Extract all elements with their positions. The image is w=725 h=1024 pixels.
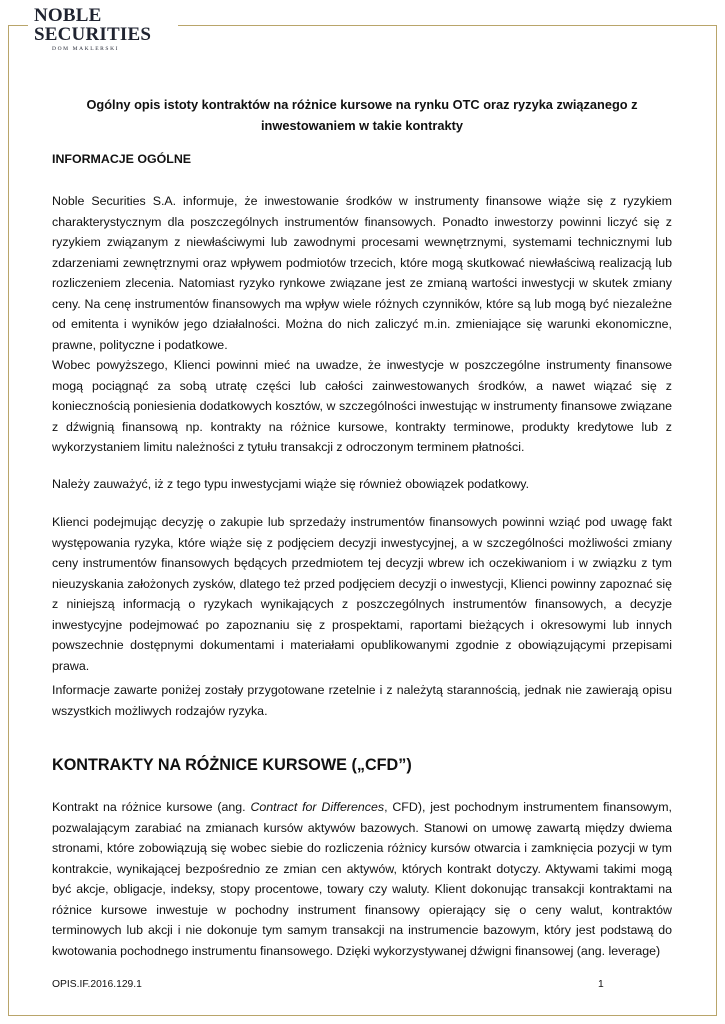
footer-page-number: 1	[598, 979, 604, 990]
section-heading-general-info: INFORMACJE OGÓLNE	[52, 152, 192, 166]
logo-line-3: DOM MAKLERSKI	[52, 46, 120, 52]
paragraph-6	[52, 797, 672, 961]
document-title: Ogólny opis istoty kontraktów na różnice kursowe na rynku OTC oraz ryzyka związanego z inwestowaniem w takie kontrakty	[86, 97, 638, 133]
noble-securities-logo	[28, 4, 178, 62]
logo-line-1: NOBLE	[34, 5, 102, 26]
paragraph-5: Informacje zawarte poniżej zostały przygotowane rzetelnie i z należytą starannością, jednak nie zawierają opisu wszystkich możliwych rodzajów ryzyka.	[52, 683, 672, 718]
section-heading-cfd: KONTRAKTY NA RÓŻNICE KURSOWE („CFD”)	[52, 756, 412, 774]
paragraph-1: Noble Securities S.A. informuje, że inwestowanie środków w instrumenty finansowe wiąże się z ryzykiem charakterystycznym dla poszczególnych instrumentów finansowych. Ponadto inwestorzy powinni liczyć się z ryzykiem związanym z niewłaściwymi lub zawodnymi procesami wewnętrznymi, systemami technicznymi lub zdarzeniami zewnętrznymi oraz wpływem podmiotów trzecich, które mogą skutkować niewłaściwą realizacją lub rozliczeniem zlecenia. Natomiast ryzyko rynkowe związane jest ze zmianą wartości inwestycji w skutek zmiany ceny. Na cenę instrumentów finansowych ma wpływ wiele różnych czynników, które są lub mogą być niezależne od emitenta i wyników jego działalności. Można do nich zaliczyć m.in. zmieniające się warunki ekonomiczne, prawne, polityczne i podatkowe.	[52, 194, 672, 352]
footer-document-code: OPIS.IF.2016.129.1	[52, 979, 142, 990]
paragraph-2: Wobec powyższego, Klienci powinni mieć na uwadze, że inwestycje w poszczególne instrumenty finansowe mogą pociągnąć za sobą utratę części lub całości zainwestowanych środków, a nawet wiązać się z koniecznością poniesienia dodatkowych kosztów, w szczególności inwestując w instrumenty finansowe związane z dźwignią finansową np. kontrakty na różnice kursowe, kontrakty terminowe, produkty kredytowe lub z wykorzystaniem limitu należności z tytułu transakcji z odroczonym terminem płatności.	[52, 358, 672, 454]
paragraph-6-rest: , CFD), jest pochodnym instrumentem finansowym, pozwalającym zarabiać na zmianach kursów aktywów bazowych. Stanowi on umowę zawartą między dwiema stronami, które zobowiązują się wobec siebie do rozliczenia różnicy kursów otwarcia i zamknięcia pozycji w tym kontrakcie, wynikającej bezpośrednio ze zmian cen aktywów, których kontrakt dotyczy. Aktywami takimi mogą być akcje, obligacje, indeksy, stopy procentowe, towary czy waluty. Klient dokonując transakcji kontraktami na różnice kursowe inwestuje w pochodny instrument finansowy opierający się o ceny walut, kontraktów terminowych lub akcji i nie dokonuje tym samym transakcji na instrumencie bazowym, który jest podstawą do kwotowania pochodnego instrumentu finansowego. Dzięki wykorzystywanej dźwigni finansowej (ang. leverage)	[52, 800, 672, 958]
paragraph-3: Należy zauważyć, iż z tego typu inwestycjami wiąże się również obowiązek podatkowy.	[52, 477, 530, 491]
paragraph-4: Klienci podejmując decyzję o zakupie lub sprzedaży instrumentów finansowych powinni wziąć pod uwagę fakt występowania ryzyka, które wiąże się z podjęciem decyzji inwestycyjnej, a w szczególności możliwości zmiany ceny instrumentów finansowych będących przedmiotem tej decyzji wbrew ich oczekiwaniom i w związku z tym nieuzyskania założonych zysków, dlatego też przed podjęciem decyzji o inwestycji, Klienci powinny zapoznać się z niniejszą informacją o ryzykach wynikających z poszczególnych instrumentów finansowych, a decyzje inwestycyjne podejmować po zapoznaniu się z prospektami, raportami bieżących i okresowymi lub innych powszechnie dostępnymi dokumentami i materiałami opublikowanymi zgodnie z obowiązującymi przepisami prawa.	[52, 515, 672, 673]
paragraph-6-italic: Contract for Differences	[250, 800, 385, 814]
paragraph-6-start: Kontrakt na różnice kursowe (ang.	[52, 800, 251, 814]
logo-line-2: SECURITIES	[34, 24, 152, 45]
